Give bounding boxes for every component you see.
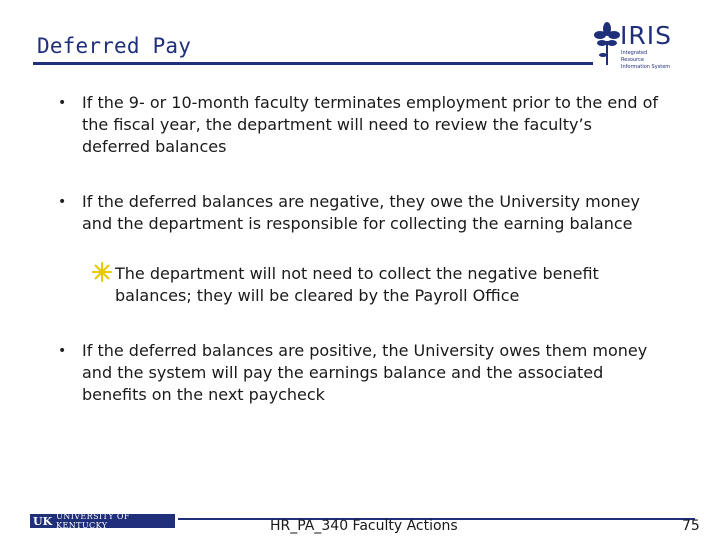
sub-bullet-text: The department will not need to collect the negative benefit balances; they will be cleared by the Payroll Office xyxy=(115,264,599,305)
slide-title: Deferred Pay xyxy=(37,34,192,58)
bullet-text: If the 9- or 10-month faculty terminates employment prior to the end of the fiscal year, the department will need to review the faculty’s deferred balances xyxy=(82,93,658,156)
page-number: 75 xyxy=(682,518,700,534)
university-logo xyxy=(30,514,175,528)
logo-wordmark: IRIS xyxy=(620,21,672,50)
bullet-text: If the deferred balances are negative, they owe the University money and the department is responsible for collecting the earning balance xyxy=(82,192,640,233)
starburst-icon xyxy=(92,262,112,282)
footer-course-code: HR_PA_340 Faculty Actions xyxy=(270,518,458,534)
title-underline xyxy=(33,62,593,65)
iris-logo xyxy=(593,21,673,71)
bullet-icon: • xyxy=(58,95,67,111)
flower-icon xyxy=(593,21,621,69)
university-abbr: UK xyxy=(33,514,53,528)
bullet-icon: • xyxy=(58,343,67,359)
bullet-icon: • xyxy=(58,194,67,210)
university-name: UNIVERSITY OF KENTUCKY xyxy=(56,512,130,530)
logo-tagline: Integrated Resource Information System xyxy=(621,50,671,70)
bullet-text: If the deferred balances are positive, the University owes them money and the system will pay the earnings balance and the associated benefits on the next paycheck xyxy=(82,341,648,404)
